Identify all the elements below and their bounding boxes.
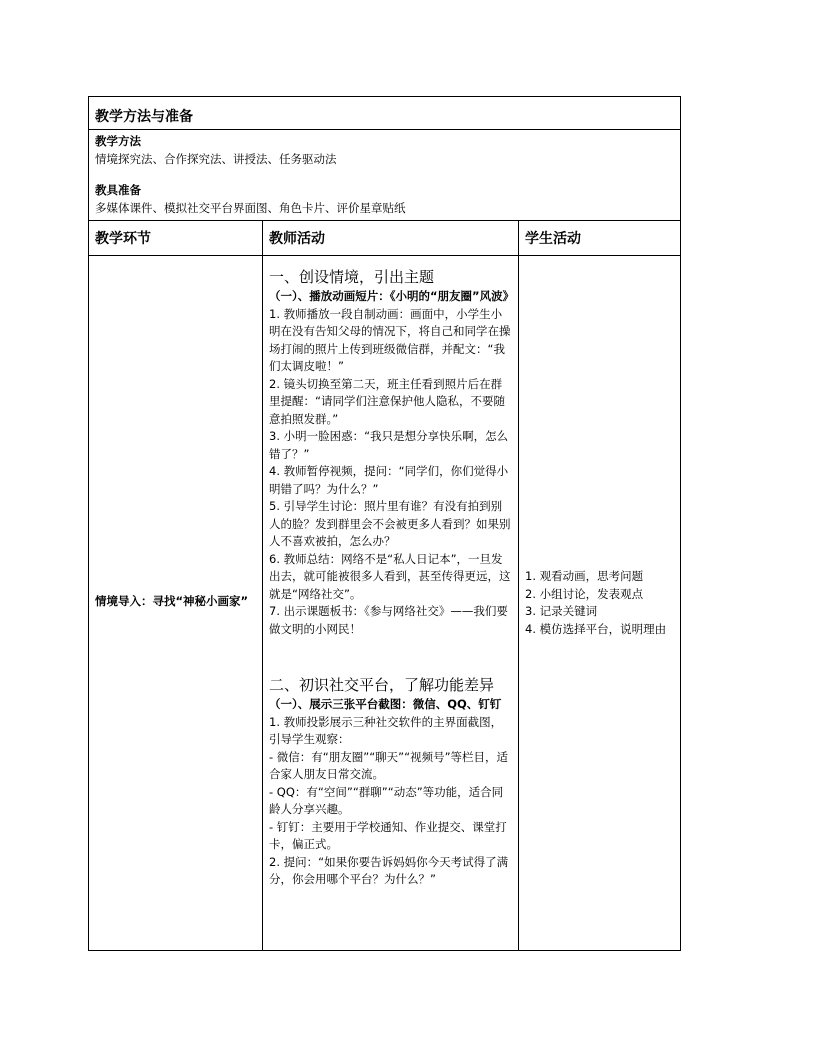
student-item: 1. 观看动画，思考问题	[525, 569, 644, 583]
section2-item: 1. 教师投影展示三种社交软件的主界面截图，引导学生观察：	[269, 714, 503, 746]
methods-text: 情境探究法、合作探究法、讲授法、任务驱动法	[95, 151, 337, 166]
student-item: 4. 模仿选择平台，说明理由	[525, 621, 667, 636]
stage-label: 情境导入：寻找“神秘小画家”	[95, 594, 249, 609]
prep-content-row	[89, 130, 681, 221]
student-cell	[519, 256, 681, 951]
methods-label: 教学方法	[95, 134, 141, 148]
prep-title-row	[89, 97, 681, 130]
header-row	[89, 221, 681, 256]
tools-label: 教具准备	[95, 183, 141, 197]
lesson-plan-table	[88, 96, 681, 951]
section1-item: 2. 镜头切换至第二天，班主任看到照片后在群里提醒：“请同学们注意保护他人隐私，不要随意拍照发群。”	[269, 376, 505, 426]
section2-item: - QQ：有“空间”“群聊”“动态”等功能，适合同龄人分享兴趣。	[269, 784, 504, 816]
tools-text: 多媒体课件、模拟社交平台界面图、角色卡片、评价星章贴纸	[95, 200, 406, 215]
section1-item: 5. 引导学生讨论：照片里有谁？有没有拍到别人的脸？发到群里会不会被更多人看到？如果别人不喜欢被拍，怎么办？	[269, 499, 511, 548]
header-student: 学生活动	[519, 221, 681, 256]
section1-item: 1. 教师播放一段自制动画：画面中，小学生小明在没有告知父母的情况下，将自己和同学在操场打闹的照片上传到班级微信群，并配文：“我们太调皮啦！”	[269, 306, 511, 373]
section2-item: - 微信：有“朋友圈”“聊天”“视频号”等栏目，适合家人朋友日常交流。	[269, 749, 509, 781]
section2-item: - 钉钉：主要用于学校通知、作业提交、课堂打卡，偏正式。	[269, 819, 507, 851]
stage-cell	[89, 256, 263, 951]
section1-subtitle: （一）、播放动画短片：《小明的“朋友圈”风波》	[269, 289, 515, 303]
section1-title: 一、创设情境，引出主题	[269, 268, 435, 286]
section2-item: 2. 提问：“如果你要告诉妈妈你今天考试得了满分，你会用哪个平台？为什么？”	[269, 854, 509, 886]
student-item: 2. 小组讨论，发表观点	[525, 586, 644, 601]
prep-content	[89, 130, 681, 221]
section1-item: 6. 教师总结：网络不是“私人日记本”，一旦发出去，就可能被很多人看到，甚至传得更远，这就是“网络社交”。	[269, 551, 511, 601]
section1-item: 7. 出示课题板书：《参与网络社交》——我们要做文明的小网民！	[269, 604, 508, 636]
header-teacher: 教师活动	[263, 221, 519, 256]
lesson-plan-document	[88, 96, 680, 951]
section2-title: 二、初识社交平台，了解功能差异	[269, 676, 495, 694]
section1-item: 3. 小明一脸困惑：“我只是想分享快乐啊，怎么错了？”	[269, 429, 509, 461]
section2-subtitle: （一）、展示三张平台截图：微信、QQ、钉钉	[269, 697, 502, 711]
prep-title: 教学方法与准备	[89, 97, 681, 130]
header-stage: 教学环节	[89, 221, 263, 256]
section1-item: 4. 教师暂停视频，提问：“同学们，你们觉得小明错了吗？为什么？”	[269, 464, 509, 496]
activity-row	[89, 256, 681, 951]
student-item: 3. 记录关键词	[525, 604, 598, 618]
teacher-cell	[263, 256, 519, 951]
